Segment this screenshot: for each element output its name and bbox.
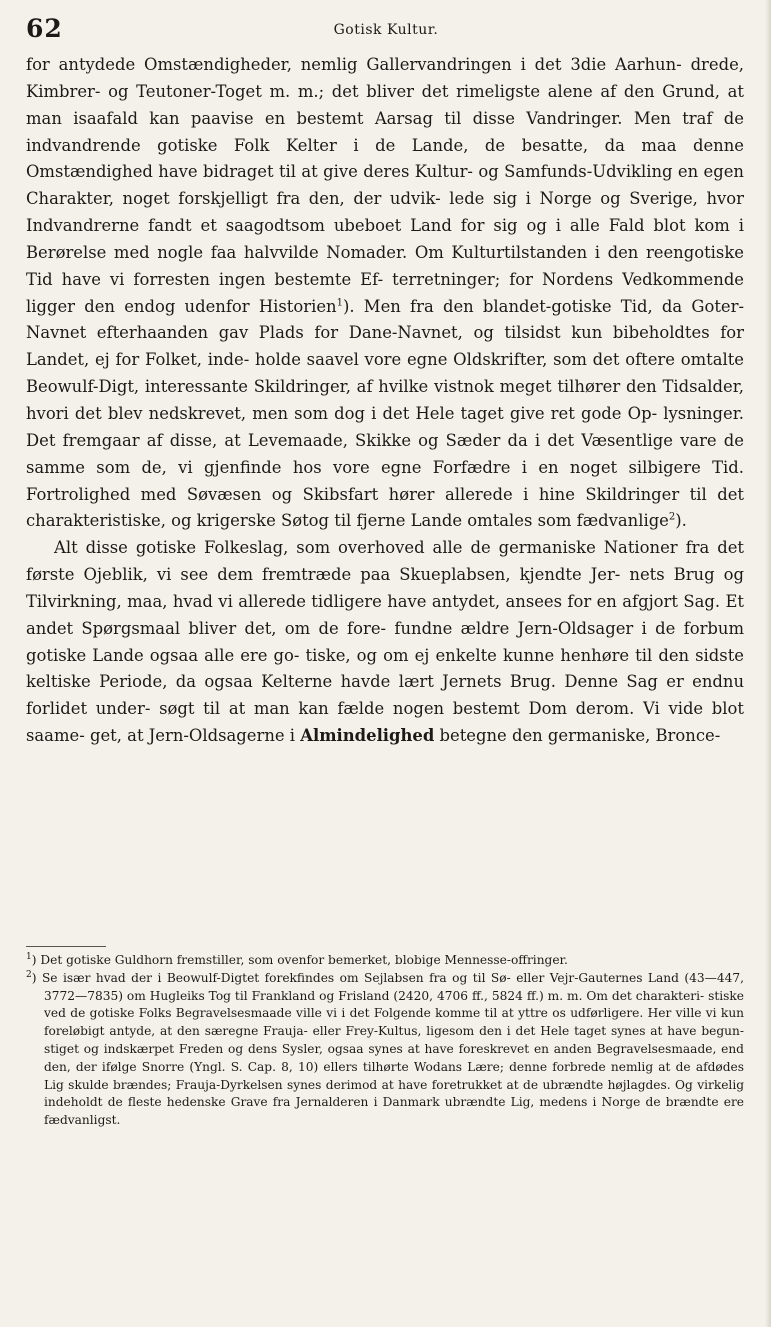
page-header xyxy=(26,14,746,44)
text-line: hvori det blev nedskrevet, men som dog i det Hele taget give ret gode Op- xyxy=(26,403,658,423)
text-line: for Dane-Navnet, og tilsidst kun bibeholdtes for Landet, ej for Folket, inde- xyxy=(26,323,744,370)
text-line: lede sig i Norge og Sverige, hvor Indvandrerne fandt et saagodtsom ubeboet Land xyxy=(26,189,744,236)
footnotes xyxy=(26,952,744,1130)
text-line: og Samfunds-Udvikling en egen Charakter, noget forskjelligt fra den, der udvik- xyxy=(26,162,744,209)
text-line: tiske, og om ej enkelte kunne henhøre til den sidste keltiske Periode, da ogsaa xyxy=(26,645,744,692)
text-line: terretninger; for Nordens Vedkommende ligger den endog udenfor Historien xyxy=(26,269,745,316)
footnote-text: brændes; Frauja-Dyrkelsen synes derimod at have foretrukket at de ubrændte xyxy=(113,1077,604,1092)
footnote-text: stiske ved de gotiske Folks Begravelsesmaade ville vi i det Folgende komme til xyxy=(44,988,744,1021)
text-line: get, at Jern-Oldsagerne i xyxy=(89,726,296,746)
text-line: søgt til at man kan fælde nogen bestemt Dom derom. Vi vide blot saame- xyxy=(26,699,744,746)
text-line: ). xyxy=(675,511,687,531)
text-line: for antydede Omstændigheder, nemlig Gallervandringen i det 3die Aarhun- xyxy=(26,55,682,74)
footnote-text: stiget og indskærpet Freden og dens Sysler, ogsaa synes at have foreskrevet xyxy=(44,1041,530,1056)
text-line: drede, Kimbrer- og Teutoner-Toget m. m.; det bliver det rimeligste alene xyxy=(26,55,744,101)
text-line: fundne ældre Jern-Oldsager i de forbum gotiske Lande ogsaa alle ere go- xyxy=(26,618,744,665)
text-line: Lande omtales som fædvanlige xyxy=(410,511,669,531)
text-line: i en noget silbigere Tid. Fortrolighed med Søvæsen og Skibsfart hører xyxy=(26,457,744,504)
footnote-2 xyxy=(26,970,744,1130)
footnote-text: ) Se især hvad der i Beowulf-Digtet forekfindes om Sejlabsen fra og til Sø- xyxy=(31,970,511,985)
footnote-ref[interactable]: 1 xyxy=(336,297,343,309)
text-line: besatte, da maa denne Omstændighed have bidraget til at give deres Kultur- xyxy=(26,135,744,182)
text-line: ). xyxy=(342,296,355,316)
text-line: for sig og i alle Fald blot kom i Berørelse med nogle faa halvvilde Nomader. xyxy=(26,216,744,262)
text-line: Vandringer. Men traf de indvandrende gotiske Folk Kelter i de Lande, de xyxy=(26,108,744,155)
footnote-mark: 2 xyxy=(26,969,32,980)
text-line: af den Grund, at man isaafald kan paavise en bestemt Aarsag til disse xyxy=(26,81,744,128)
emphasized-word: Almindelighed xyxy=(300,726,435,746)
footnote-text: Danmark ubrændte Lig, medens i Norge de brændte ere fædvanligst. xyxy=(44,1095,745,1128)
footnote-text: 10) ellers tilhørte Wodans Lære; denne forbrede nemlig at de afdødes Lig skulde xyxy=(44,1059,745,1092)
footnote-text: Frankland og Frisland (2420, 4706 ff., 5824 ff.) m. m. Om det charakteri- xyxy=(251,988,705,1003)
text-line: interessante Skildringer, af hvilke vistnok meget tilhører den Tidsalder, xyxy=(144,377,744,397)
footnote-text: en anden Begravelsesmaade, end den, der ifølge Snorre (Yngl. S. Cap. 8, xyxy=(44,1041,744,1074)
footnote-1 xyxy=(26,952,744,970)
text-line: holde saavel vore egne Oldskrifter, som det oftere omtalte Beowulf-Digt, xyxy=(26,350,744,397)
page-edge-shadow xyxy=(765,0,771,1327)
text-line: det Væsentlige vare de samme som de, vi gjenfinde hos vore egne Forfædre xyxy=(26,430,744,477)
text-line: Alt disse gotiske Folkeslag, som overhoved alle de germaniske Nationer xyxy=(54,538,678,558)
footnote-text: ) Det gotiske Guldhorn fremstiller, som ovenfor bemerket, blobige Mennesse-offringer. xyxy=(31,953,568,967)
footnote-ref[interactable]: 2 xyxy=(668,511,676,523)
text-line: ansees for en afgjort Sag. Et andet Spørgsmaal bliver det, om de fore- xyxy=(26,591,745,638)
text-line: nets Brug og Tilvirkning, maa, hvad vi allerede tidligere have antydet, xyxy=(26,565,744,611)
footnote-divider xyxy=(26,946,106,947)
footnote-text: Frauja- eller Frey-Kultus, ligesom den i det Hele taget synes at have begun- xyxy=(263,1024,744,1039)
text-line: betegne den germaniske, Bronce- xyxy=(439,726,721,746)
text-line: Men fra den blandet-gotiske Tid, da Goter-Navnet efterhaanden gav Plads xyxy=(26,296,744,343)
footnote-text: at yttre os udførligere. Her ville vi kun foreløbigt antyde, at den særegne xyxy=(44,1006,745,1039)
paragraph-1 xyxy=(26,52,744,535)
text-line: Om Kulturtilstanden i den reengotiske Tid have vi forresten ingen bestemte Ef- xyxy=(26,242,744,289)
text-line: allerede i hine Skildringer til det charakteristiske, og krigerske Søtog til fjerne xyxy=(26,484,744,531)
paragraph-2 xyxy=(26,535,744,750)
running-head: Gotisk Kultur. xyxy=(333,22,439,38)
text-line: fra det første Ojeblik, vi see dem fremtræde paa Skueplabsen, kjendte Jer- xyxy=(26,538,744,585)
footnote-text: eller Vejr-Gauternes Land (43—447, 3772—7835) om Hugleiks Tog til xyxy=(44,970,744,1003)
page-number: 62 xyxy=(26,14,63,43)
footnote-mark: 1 xyxy=(26,951,32,962)
text-line: lysninger. Det fremgaar af disse, at Levemaade, Skikke og Sæder da i xyxy=(26,403,744,450)
body-text xyxy=(26,52,744,750)
text-line: Kelterne havde lært Jernets Brug. Denne Sag er endnu forlidet under- xyxy=(26,672,744,719)
footnote-text: højlagdes. Og virkelig indeholdt de fleste hedenske Grave fra Jernalderen i xyxy=(44,1077,745,1110)
